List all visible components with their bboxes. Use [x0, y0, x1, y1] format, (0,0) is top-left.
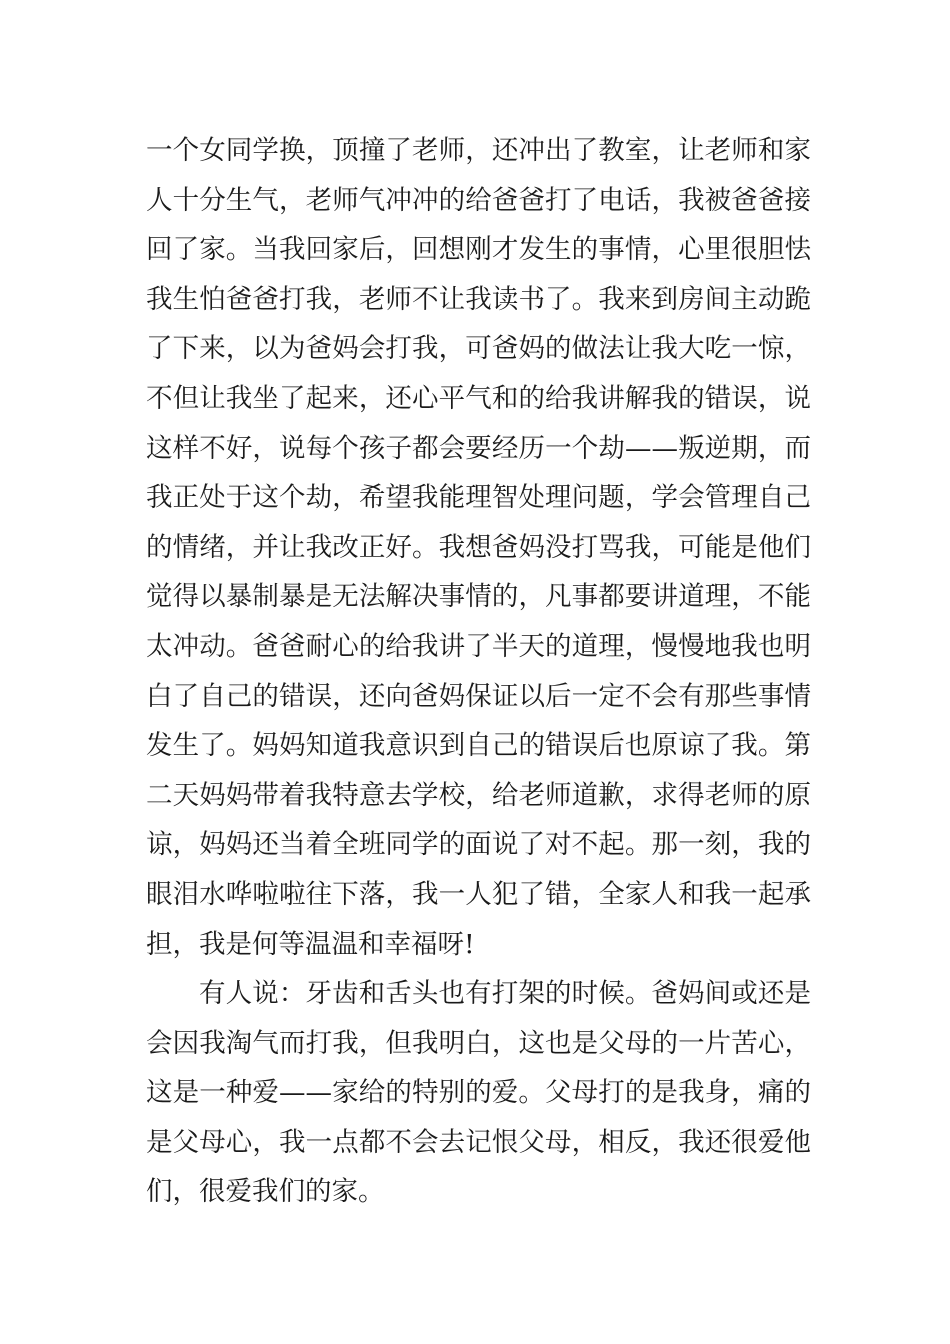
text-line: 发生了。妈妈知道我意识到自己的错误后也原谅了我。第 [146, 730, 811, 762]
paragraph-2 [146, 969, 811, 1217]
text-line: 白了自己的错误，还向爸妈保证以后一定不会有那些事情 [146, 680, 811, 712]
paragraph-1 [146, 126, 811, 969]
text-line: 二天妈妈带着我特意去学校，给老师道歉，求得老师的原 [146, 779, 811, 811]
text-line: 不但让我坐了起来，还心平气和的给我讲解我的错误，说 [146, 382, 811, 414]
text-line: 人十分生气，老师气冲冲的给爸爸打了电话，我被爸爸接 [146, 184, 811, 216]
text-line: 是父母心，我一点都不会去记恨父母，相反，我还很爱他 [146, 1126, 811, 1158]
body-text [146, 126, 811, 1217]
text-line: 有人说：牙齿和舌头也有打架的时候。爸妈间或还是 [199, 978, 811, 1010]
text-line: 一个女同学换，顶撞了老师，还冲出了教室，让老师和家 [146, 135, 811, 166]
text-line: 会因我淘气而打我，但我明白，这也是父母的一片苦心， [146, 1027, 811, 1059]
text-line: 太冲动。爸爸耐心的给我讲了半天的道理，慢慢地我也明 [146, 630, 811, 662]
text-line: 们，很爱我们的家。 [146, 1176, 385, 1208]
text-line: 这样不好，说每个孩子都会要经历一个劫——叛逆期，而 [146, 432, 811, 464]
text-line: 了下来，以为爸妈会打我，可爸妈的做法让我大吃一惊， [146, 333, 811, 365]
text-line: 我正处于这个劫，希望我能理智处理问题，学会管理自己 [146, 482, 811, 514]
text-line: 谅，妈妈还当着全班同学的面说了对不起。那一刻，我的 [146, 829, 811, 861]
text-line: 担，我是何等温温和幸福呀! [146, 928, 475, 960]
text-line: 这是一种爱——家给的特别的爱。父母打的是我身，痛的 [146, 1077, 811, 1109]
text-line: 觉得以暴制暴是无法解决事情的，凡事都要讲道理，不能 [146, 581, 811, 613]
text-line: 的情绪，并让我改正好。我想爸妈没打骂我，可能是他们 [146, 531, 811, 563]
text-line: 回了家。当我回家后，回想刚才发生的事情，心里很胆怯 [146, 234, 811, 266]
text-line: 我生怕爸爸打我，老师不让我读书了。我来到房间主动跪 [146, 283, 811, 315]
text-line: 眼泪水哗啦啦往下落，我一人犯了错，全家人和我一起承 [146, 878, 811, 910]
